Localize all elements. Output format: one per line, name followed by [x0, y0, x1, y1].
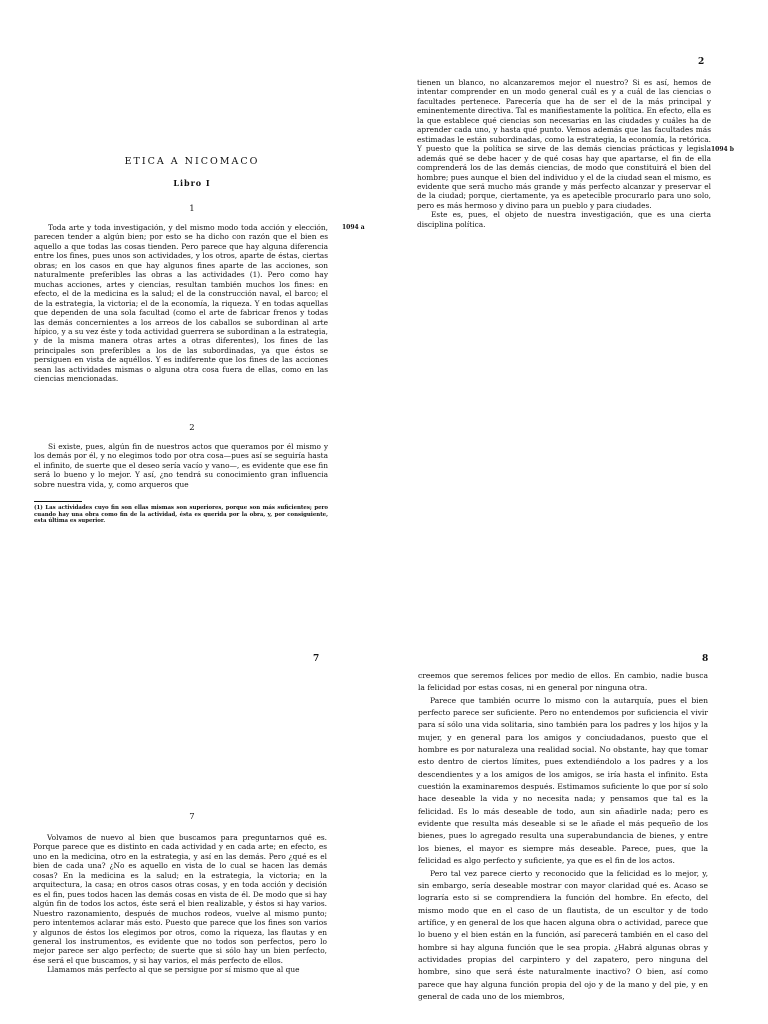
page-2-paragraph-1: tienen un blanco, no alcanzaremos mejor el nuestro? Si es así, hemos de intentar comprender en un modo general cuál es y a cuál de las ciencias o facultades pertenece. Parecería que ha de ser el de la más principal y eminentemente directiva. Tal es manifiestamente la política. En efecto, ella es la que establece qué ciencias son necesarias en las ciudades y cuáles ha de aprender cada uno, y hasta qué punto. Vemos además que las facultades más estimadas le están subordinadas, como la estrategia, la economía, la retórica. Y puesto que la política se sirve de las demás ciencias prácticas y legisla además qué se debe hacer y de qué cosas hay que apartarse, el fin de ella comprenderá los de las demás ciencias, de modo que constituirá el bien del hombre; pues aunque el bien del individuo y el de la ciudad sean el mismo, es evidente que será mucho más grande y más perfecto alcanzar y preservar el de la ciudad; porque, ciertamente, ya es apetecible procurarlo para uno solo, pero es más hermoso y divino para un pueblo y para ciudades. [417, 78, 711, 210]
page-8-paragraph-2: Parece que también ocurre lo mismo con la autarquía, pues el bien perfecto parece ser suficiente. Pero no entendemos por suficiencia el vivir para sí sólo una vida solitaria, sino también para los padres y los hijos y la mujer, y en general para los amigos y conciudadanos, puesto que el hombre es por naturaleza una realidad social. No obstante, hay que tomar esto dentro de ciertos límites, pues extendiéndolo a los padres y a los descendientes y a los amigos de los amigos, se iría hasta el infinito. Esta cuestión la examinaremos después. Estimamos suficiente lo que por sí solo hace deseable la vida y no necesita nada; y pensamos que tal es la felicidad. Es lo más deseable de todo, aun sin añadirle nada; pero es evidente que resulta más deseable si se le añade el más pequeño de los bienes, pues lo agregado resulta una superabundancia de bienes, y entre los bienes, el mayor es siempre más deseable. Parece, pues, que la felicidad es algo perfecto y suficiente, ya que es el fin de los actos. [418, 695, 708, 866]
section-2-text [34, 442, 328, 489]
footnote: (1) Las actividades cuyo fin son ellas mismas son superiores, porque son más suficientes; pero cuando hay una obra como fin de la actividad, ésta es querida por la obra, y, por consiguiente, esta última es superior. [34, 505, 328, 525]
section-1-paragraph: Toda arte y toda investigación, y del mismo modo toda acción y elección, parecen tender a algún bien; por esto se ha dicho con razón que el bien es aquello a que todas las cosas tienden. Pero parece que hay alguna diferencia entre los fines, pues unos son actividades, y los otros, aparte de éstas, ciertas obras; en los casos en que hay algunos fines aparte de las acciones, son naturalmente preferibles las obras a las actividades (1). Pero como hay muchas acciones, artes y ciencias, resultan también muchos los fines: en efecto, el de la medicina es la salud; el de la construcción naval, el barco; el de la estrategia, la victoria; el de la economía, la riqueza. Y en todas aquellas que dependen de una sola facultad (como el arte de fabricar frenos y todas las demás concernientes a los arreos de los caballos se subordinan al arte hípico, y a su vez éste y toda actividad guerrera se subordinan a la estrategia, y de la misma manera otras artes a otras diferentes), los fines de las principales son preferibles a los de las subordinadas, ya que éstos se persiguen en vista de aquéllos. Y es indiferente que los fines de las acciones sean las actividades mismas o alguna otra cosa fuera de ellas, como en las ciencias mencionadas. [34, 223, 328, 384]
page-number-7: 7 [313, 654, 320, 664]
section-number-7: 7 [189, 812, 195, 822]
page-number-8: 8 [702, 654, 709, 664]
page-1 [0, 0, 384, 525]
book-subtitle: Libro I [173, 178, 211, 188]
page-2 [384, 0, 768, 512]
margin-reference-1094b: 1094 b [711, 146, 734, 153]
section-number-2: 2 [189, 423, 195, 433]
page-number-2: 2 [698, 57, 705, 67]
section-1-text [34, 223, 328, 384]
page-7 [0, 512, 384, 1024]
page-7-paragraph-1: Volvamos de nuevo al bien que buscamos para preguntarnos qué es. Porque parece que es distinto en cada actividad y en cada arte; en efecto, es uno en la medicina, otro en la estrategia, y así en las demás. Pero ¿qué es el bien de cada una? ¿No es aquello en vista de lo cual se hacen las demás cosas? En la medicina es la salud; en la estrategia, la victoria; en la arquitectura, la casa; en otros casos otras cosas, y en toda acción y decisión es el fin, pues todos hacen las demás cosas en vista de él. De modo que si hay algún fin de todos los actos, éste será el bien realizable, y éstos si hay varios. Nuestro razonamiento, después de muchos rodeos, vuelve al mismo punto; pero intentemos aclarar más esto. Puesto que parece que los fines son varios y algunos de éstos los elegimos por otros, como la riqueza, las flautas y en general los instrumentos, es evidente que no todos son perfectos, pero lo mejor parece ser algo perfecto; de suerte que si sólo hay un bien perfecto, ése será el que buscamos, y si hay varios, el más perfecto de ellos. [33, 833, 327, 965]
section-2-paragraph: Si existe, pues, algún fin de nuestros actos que queramos por él mismo y los demás por él, y no elegimos todo por otra cosa—pues así se seguiría hasta el infinito, de suerte que el deseo sería vacío y vano—, es evidente que ese fin será lo bueno y lo mejor. Y así, ¿no tendrá su conocimiento gran influencia sobre nuestra vida, y, como arqueros que [34, 442, 328, 489]
section-number-1: 1 [189, 204, 195, 214]
footnote-rule [34, 501, 82, 502]
page-2-text [417, 78, 711, 229]
page-8-text [418, 670, 708, 1003]
page-7-text [33, 833, 327, 975]
bottom-spread [0, 512, 768, 1024]
page-8-paragraph-1: creemos que seremos felices por medio de ellos. En cambio, nadie busca la felicidad por estas cosas, ni en general por ninguna otra. [418, 671, 708, 693]
page-7-paragraph-2: Llamamos más perfecto al que se persigue por sí mismo que al que [47, 965, 300, 975]
page-8 [384, 512, 768, 1024]
margin-reference-1094a: 1094 a [342, 224, 365, 231]
page-8-paragraph-3: Pero tal vez parece cierto y reconocido que la felicidad es lo mejor, y, sin embargo, sería deseable mostrar con mayor claridad qué es. Acaso se lograría esto si se comprendiera la función del hombre. En efecto, del mismo modo que en el caso de un flautista, de un escultor y de todo artífice, y en general de los que hacen alguna obra o actividad, parece que lo bueno y el bien están en la función, así parecerá también en el caso del hombre si hay alguna función que le sea propia. ¿Habrá algunas obras y actividades propias del carpintero y del zapatero, pero ninguna del hombre, sino que será éste naturalmente inactivo? O bien, así como parece que hay alguna función propia del ojo y de la mano y del pie, y en general de cada uno de los miembros, [418, 868, 708, 1001]
book-title: ETICA A NICOMACO [124, 156, 260, 167]
page-2-paragraph-2: Este es, pues, el objeto de nuestra investigación, que es una cierta disciplina política. [417, 210, 711, 229]
